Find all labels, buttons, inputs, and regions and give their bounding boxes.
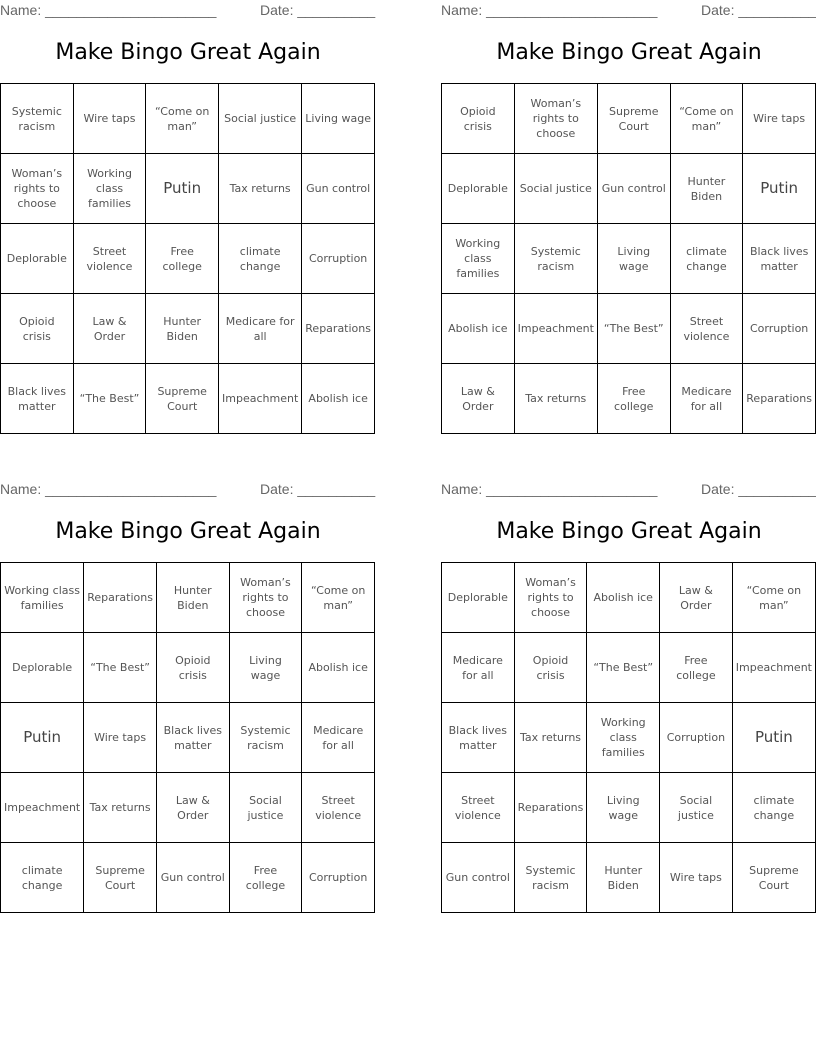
bingo-cell: Putin bbox=[146, 154, 219, 224]
bingo-cell: Medicare for all bbox=[442, 633, 515, 703]
bingo-cell: Impeachment bbox=[733, 633, 816, 703]
bingo-cell: Gun control bbox=[157, 843, 230, 913]
bingo-cell: Deplorable bbox=[1, 633, 84, 703]
bingo-cell: Free college bbox=[230, 843, 303, 913]
card-header bbox=[441, 0, 816, 22]
bingo-cell: Hunter Biden bbox=[587, 843, 660, 913]
bingo-cell: Working class families bbox=[74, 154, 147, 224]
bingo-cell: Opioid crisis bbox=[157, 633, 230, 703]
bingo-cell: Working class families bbox=[442, 224, 515, 294]
name-field: Name: ______________________ bbox=[0, 2, 217, 18]
bingo-cell: “Come on man” bbox=[302, 563, 375, 633]
bingo-cell: Reparations bbox=[84, 563, 157, 633]
bingo-cell: Abolish ice bbox=[302, 364, 375, 434]
bingo-cell: Impeachment bbox=[515, 294, 598, 364]
bingo-cell: Medicare for all bbox=[302, 703, 375, 773]
bingo-cell: Systemic racism bbox=[230, 703, 303, 773]
bingo-cell: “The Best” bbox=[84, 633, 157, 703]
card-header bbox=[441, 479, 816, 501]
bingo-card bbox=[0, 0, 376, 413]
bingo-cell: Medicare for all bbox=[671, 364, 744, 434]
bingo-cell: Deplorable bbox=[442, 154, 515, 224]
bingo-cell: Wire taps bbox=[74, 84, 147, 154]
bingo-cell: Law & Order bbox=[442, 364, 515, 434]
bingo-cell: Opioid crisis bbox=[515, 633, 588, 703]
bingo-cell: Reparations bbox=[515, 773, 588, 843]
bingo-cell: Gun control bbox=[442, 843, 515, 913]
bingo-cell: Tax returns bbox=[219, 154, 302, 224]
bingo-cell: Reparations bbox=[302, 294, 375, 364]
bingo-cell: Gun control bbox=[598, 154, 671, 224]
bingo-cell: Wire taps bbox=[743, 84, 816, 154]
bingo-cell: Corruption bbox=[660, 703, 733, 773]
bingo-cell: Living wage bbox=[230, 633, 303, 703]
bingo-cell: Living wage bbox=[598, 224, 671, 294]
bingo-cell: Putin bbox=[1, 703, 84, 773]
bingo-grid bbox=[441, 83, 816, 434]
name-field: Name: ______________________ bbox=[441, 481, 658, 497]
bingo-cell: Social justice bbox=[230, 773, 303, 843]
bingo-grid bbox=[0, 83, 375, 434]
bingo-cell: Law & Order bbox=[660, 563, 733, 633]
bingo-cell: Wire taps bbox=[660, 843, 733, 913]
bingo-cell: Impeachment bbox=[219, 364, 302, 434]
bingo-cell: Working class families bbox=[1, 563, 84, 633]
bingo-card bbox=[441, 0, 816, 413]
bingo-cell: Law & Order bbox=[157, 773, 230, 843]
bingo-cell: Woman’s rights to choose bbox=[515, 563, 588, 633]
bingo-card bbox=[441, 479, 816, 892]
bingo-grid bbox=[0, 562, 375, 913]
bingo-cell: Law & Order bbox=[74, 294, 147, 364]
bingo-cell: Black lives matter bbox=[743, 224, 816, 294]
bingo-cell: Reparations bbox=[743, 364, 816, 434]
bingo-cell: Social justice bbox=[515, 154, 598, 224]
bingo-cell: Street violence bbox=[442, 773, 515, 843]
bingo-cell: “The Best” bbox=[587, 633, 660, 703]
name-field: Name: ______________________ bbox=[0, 481, 217, 497]
bingo-cell: Street violence bbox=[74, 224, 147, 294]
bingo-cell: Corruption bbox=[743, 294, 816, 364]
card-title: Make Bingo Great Again bbox=[55, 519, 321, 544]
bingo-cell: Impeachment bbox=[1, 773, 84, 843]
bingo-cell: Living wage bbox=[587, 773, 660, 843]
bingo-cell: Opioid crisis bbox=[442, 84, 515, 154]
bingo-cell: Systemic racism bbox=[515, 843, 588, 913]
bingo-cell: Supreme Court bbox=[146, 364, 219, 434]
bingo-cell: Free college bbox=[146, 224, 219, 294]
bingo-cell: Tax returns bbox=[515, 364, 598, 434]
bingo-cell: Black lives matter bbox=[157, 703, 230, 773]
bingo-cell: Black lives matter bbox=[1, 364, 74, 434]
bingo-cell: Supreme Court bbox=[598, 84, 671, 154]
date-field: Date: __________ bbox=[260, 481, 376, 497]
bingo-cell: Woman’s rights to choose bbox=[230, 563, 303, 633]
bingo-cell: Opioid crisis bbox=[1, 294, 74, 364]
bingo-cell: “The Best” bbox=[598, 294, 671, 364]
bingo-cell: Black lives matter bbox=[442, 703, 515, 773]
bingo-cell: Tax returns bbox=[84, 773, 157, 843]
bingo-cell: Social justice bbox=[219, 84, 302, 154]
bingo-cell: Supreme Court bbox=[733, 843, 816, 913]
bingo-cell: Street violence bbox=[302, 773, 375, 843]
card-title: Make Bingo Great Again bbox=[496, 519, 762, 544]
bingo-cell: Wire taps bbox=[84, 703, 157, 773]
bingo-card bbox=[0, 479, 376, 892]
bingo-cell: Systemic racism bbox=[515, 224, 598, 294]
bingo-cell: Hunter Biden bbox=[157, 563, 230, 633]
bingo-cell: Social justice bbox=[660, 773, 733, 843]
bingo-cell: Free college bbox=[598, 364, 671, 434]
bingo-cell: Working class families bbox=[587, 703, 660, 773]
bingo-cell: Putin bbox=[733, 703, 816, 773]
bingo-cell: climate change bbox=[1, 843, 84, 913]
bingo-cell: Woman’s rights to choose bbox=[515, 84, 598, 154]
name-field: Name: ______________________ bbox=[441, 2, 658, 18]
bingo-cell: Abolish ice bbox=[302, 633, 375, 703]
bingo-cell: Free college bbox=[660, 633, 733, 703]
date-field: Date: __________ bbox=[260, 2, 376, 18]
bingo-cell: climate change bbox=[671, 224, 744, 294]
bingo-cell: Woman’s rights to choose bbox=[1, 154, 74, 224]
bingo-cell: “Come on man” bbox=[671, 84, 744, 154]
bingo-cell: Corruption bbox=[302, 224, 375, 294]
bingo-cell: Abolish ice bbox=[442, 294, 515, 364]
card-title: Make Bingo Great Again bbox=[496, 40, 762, 65]
bingo-cell: “The Best” bbox=[74, 364, 147, 434]
bingo-cell: Deplorable bbox=[442, 563, 515, 633]
bingo-cell: climate change bbox=[733, 773, 816, 843]
card-title: Make Bingo Great Again bbox=[55, 40, 321, 65]
bingo-cell: Hunter Biden bbox=[671, 154, 744, 224]
bingo-grid bbox=[441, 562, 816, 913]
date-field: Date: __________ bbox=[701, 2, 816, 18]
bingo-cell: Tax returns bbox=[515, 703, 588, 773]
bingo-cell: “Come on man” bbox=[733, 563, 816, 633]
bingo-cell: Systemic racism bbox=[1, 84, 74, 154]
bingo-cell: Deplorable bbox=[1, 224, 74, 294]
bingo-cell: “Come on man” bbox=[146, 84, 219, 154]
bingo-cell: Street violence bbox=[671, 294, 744, 364]
bingo-cell: Hunter Biden bbox=[146, 294, 219, 364]
bingo-cell: Abolish ice bbox=[587, 563, 660, 633]
card-header bbox=[0, 0, 376, 22]
bingo-cell: Supreme Court bbox=[84, 843, 157, 913]
bingo-cell: Living wage bbox=[302, 84, 375, 154]
bingo-cell: climate change bbox=[219, 224, 302, 294]
date-field: Date: __________ bbox=[701, 481, 816, 497]
bingo-cell: Putin bbox=[743, 154, 816, 224]
bingo-cell: Gun control bbox=[302, 154, 375, 224]
bingo-cell: Medicare for all bbox=[219, 294, 302, 364]
card-header bbox=[0, 479, 376, 501]
bingo-cell: Corruption bbox=[302, 843, 375, 913]
